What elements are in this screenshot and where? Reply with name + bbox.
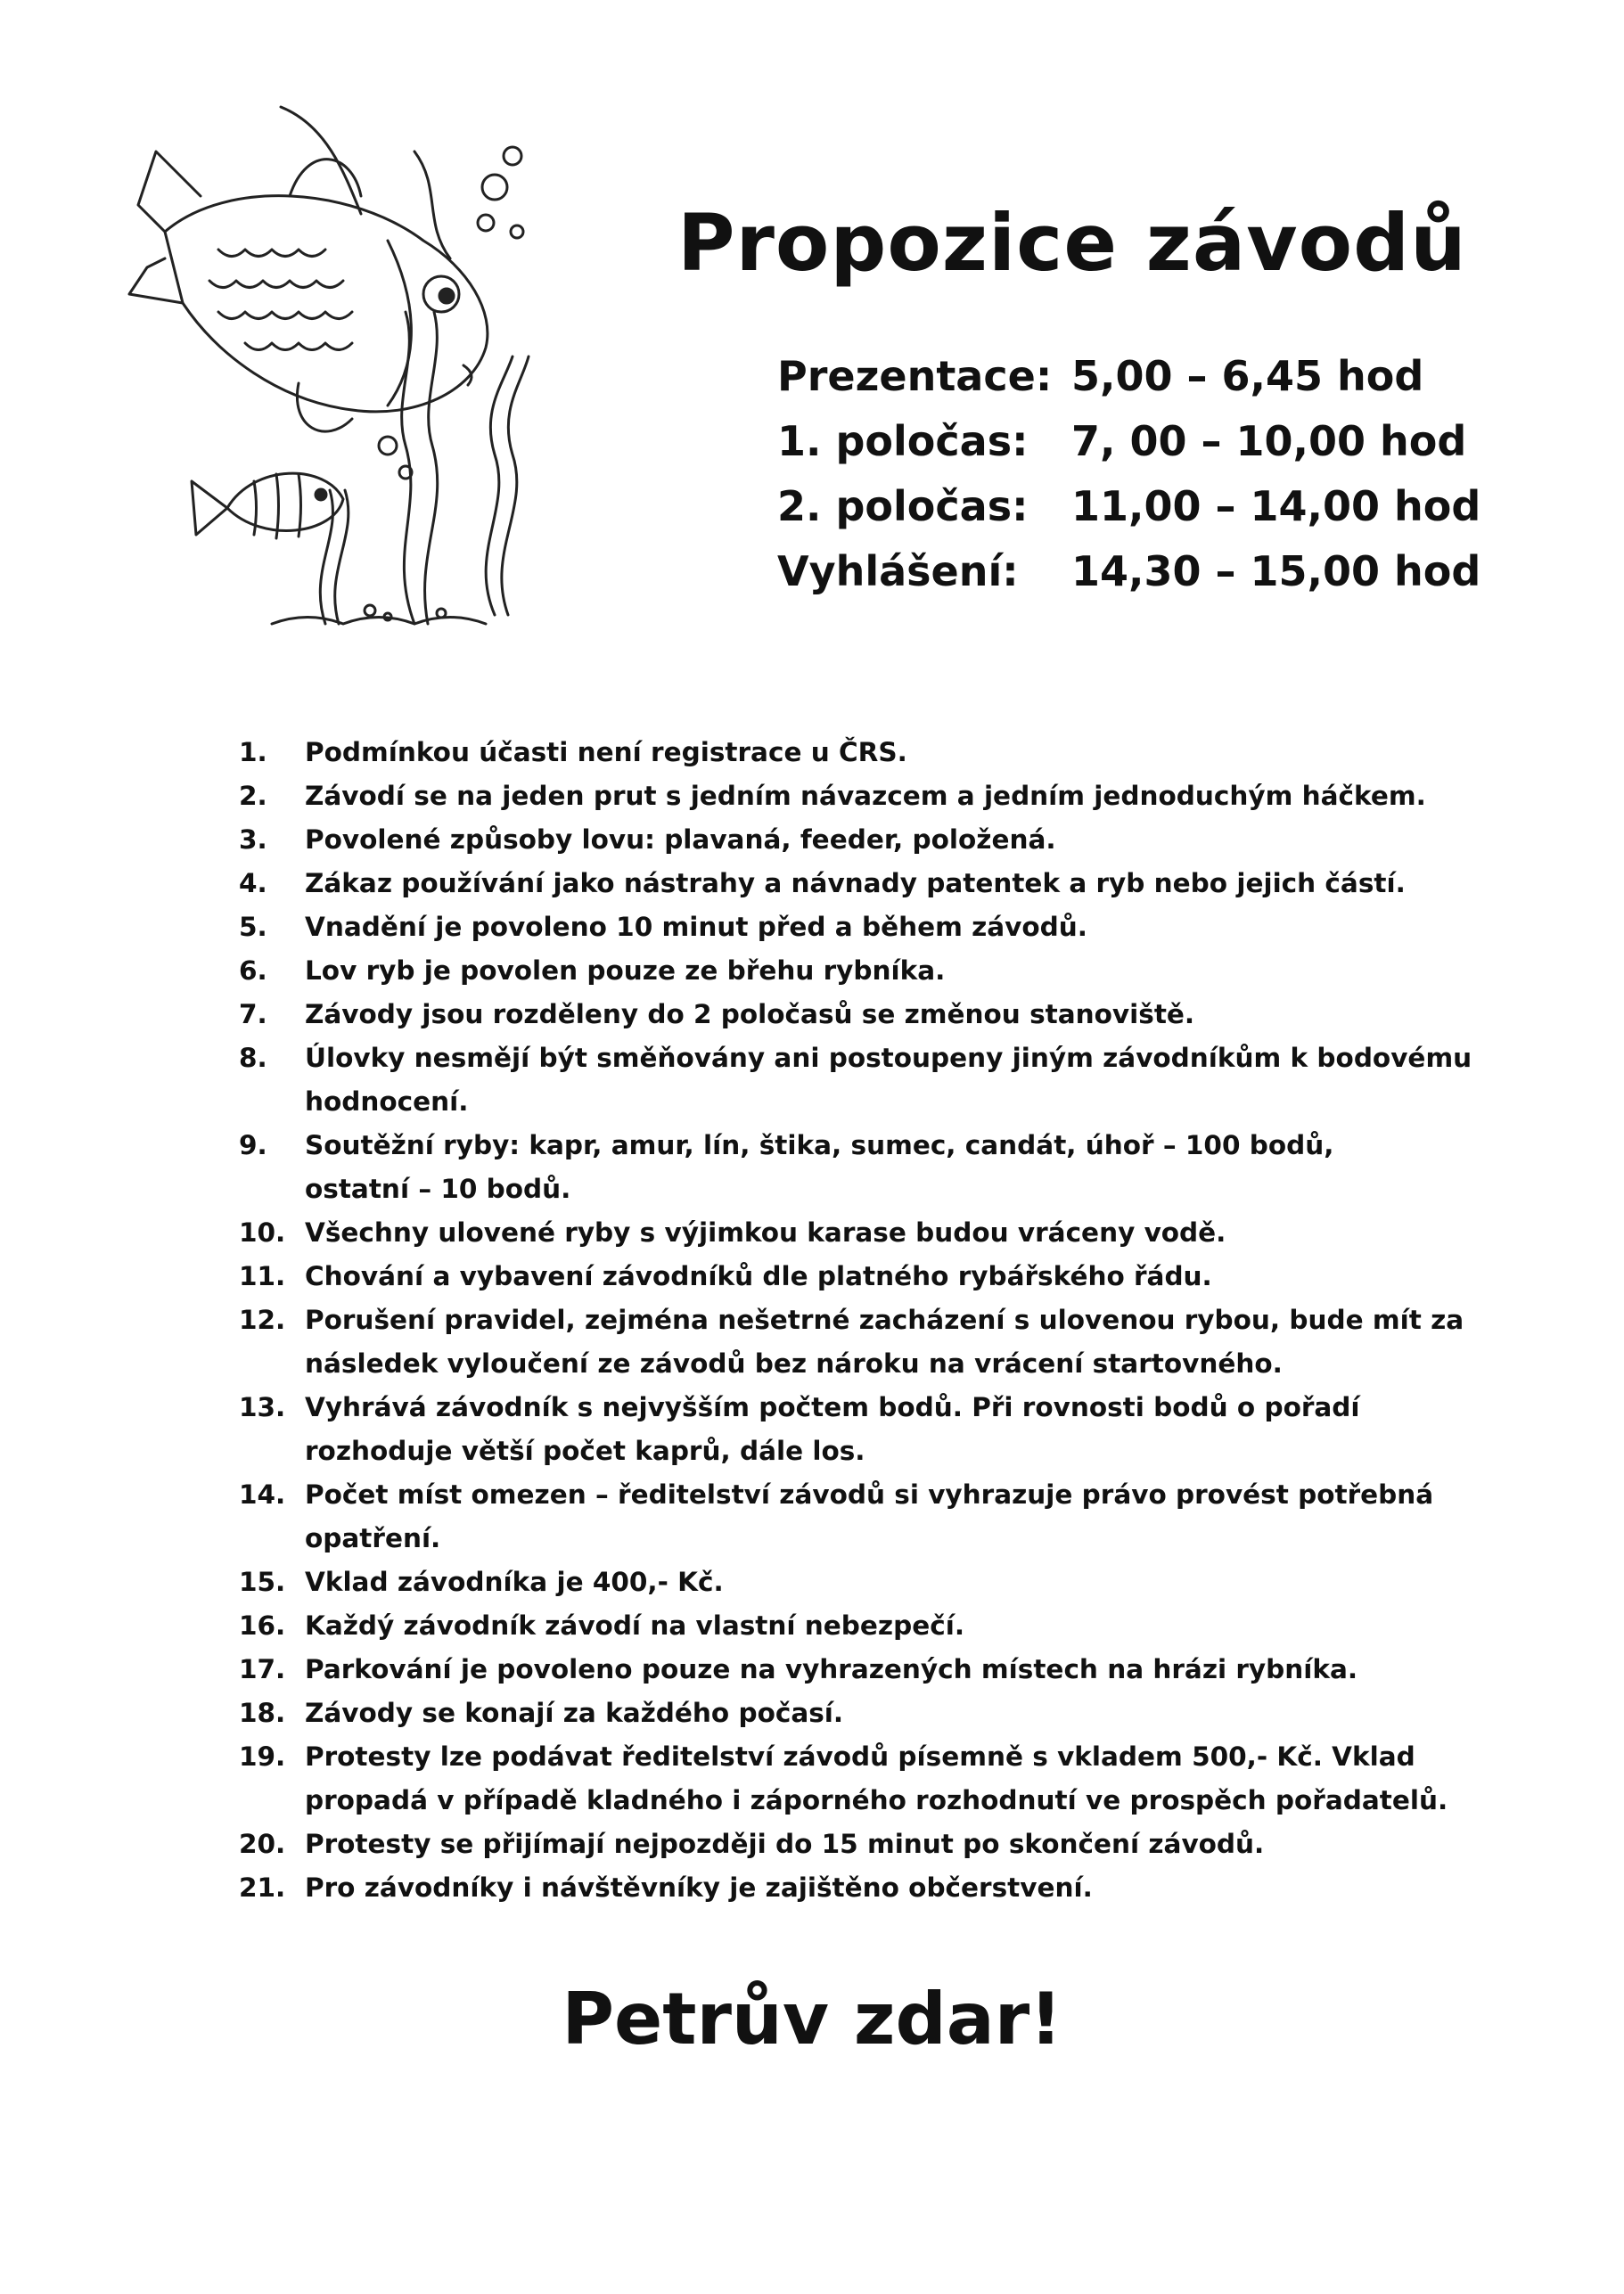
rule-item (239, 1648, 1487, 1692)
rule-number: 11. (239, 1261, 286, 1291)
schedule-time: 14,30 – 15,00 hod (1071, 546, 1481, 595)
schedule-label: Prezentace: (777, 351, 1053, 400)
rule-number: 4. (239, 868, 267, 898)
rule-text: Zákaz používání jako nástrahy a návnady patentek a ryb nebo jejich částí. (305, 868, 1406, 898)
rule-item (239, 993, 1487, 1036)
rule-text: Všechny ulovené ryby s výjimkou karase budou vráceny vodě. (305, 1217, 1226, 1248)
rule-item (239, 1692, 1487, 1735)
schedule-row (777, 473, 1480, 538)
rule-item (239, 1735, 1487, 1823)
rule-text: Porušení pravidel, zejména nešetrné zacházení s ulovenou rybou, bude mít za následek vyloučení ze závodů bez nároku na vrácení startovného. (305, 1305, 1464, 1379)
rule-text: Závody se konají za každého počasí. (305, 1698, 844, 1728)
schedule-label: 1. poločas: (777, 416, 1029, 465)
schedule-label: 2. poločas: (777, 481, 1029, 530)
rule-item (239, 1561, 1487, 1604)
rule-number: 18. (239, 1698, 286, 1728)
rule-number: 7. (239, 999, 267, 1029)
schedule-row (777, 408, 1480, 473)
rule-item (239, 862, 1487, 905)
rule-item (239, 774, 1487, 818)
rule-item (239, 1866, 1487, 1910)
rule-item (239, 1211, 1487, 1255)
rule-number: 3. (239, 824, 267, 855)
rule-text: Protesty se přijímají nejpozději do 15 minut po skončení závodů. (305, 1829, 1265, 1859)
rule-item (239, 731, 1487, 774)
rule-text: Protesty lze podávat ředitelství závodů písemně s vkladem 500,- Kč. Vklad propadá v případě kladného i záporného rozhodnutí ve prospěch pořadatelů. (305, 1741, 1448, 1815)
rule-text: Vyhrává závodník s nejvyšším počtem bodů. Při rovnosti bodů o pořadí rozhoduje větší počet kaprů, dále los. (305, 1392, 1360, 1466)
rule-text: Každý závodník závodí na vlastní nebezpečí. (305, 1610, 965, 1641)
schedule-time: 11,00 – 14,00 hod (1071, 481, 1481, 530)
schedule-row (777, 343, 1480, 408)
schedule-label: Vyhlášení: (777, 546, 1019, 595)
rule-item (239, 1473, 1487, 1561)
schedule-time: 7, 00 – 10,00 hod (1071, 416, 1467, 465)
rule-item (239, 1255, 1487, 1299)
rule-number: 20. (239, 1829, 286, 1859)
rule-text: Chování a vybavení závodníků dle platného rybářského řádu. (305, 1261, 1212, 1291)
rule-number: 9. (239, 1130, 267, 1160)
rule-item (239, 949, 1487, 993)
rule-number: 10. (239, 1217, 286, 1248)
rule-number: 2. (239, 781, 267, 811)
rule-text: Parkování je povoleno pouze na vyhrazených místech na hrázi rybníka. (305, 1654, 1358, 1684)
rule-item (239, 818, 1487, 862)
rule-number: 13. (239, 1392, 286, 1422)
rule-text: Lov ryb je povolen pouze ze břehu rybníka. (305, 955, 946, 986)
rule-number: 17. (239, 1654, 286, 1684)
rule-number: 6. (239, 955, 267, 986)
closing-greeting: Petrův zdar! (562, 1978, 1062, 2061)
rule-text: Povolené způsoby lovu: plavaná, feeder, položená. (305, 824, 1056, 855)
rule-text: Vnadění je povoleno 10 minut před a během závodů. (305, 912, 1087, 942)
rule-text: Vklad závodníka je 400,- Kč. (305, 1567, 724, 1597)
rules-list (239, 731, 1487, 1910)
rule-item (239, 1823, 1487, 1866)
rule-text: Soutěžní ryby: kapr, amur, lín, štika, sumec, candát, úhoř – 100 bodů, ostatní – 10 bodů. (305, 1130, 1334, 1204)
schedule-table (777, 343, 1480, 603)
rule-number: 5. (239, 912, 267, 942)
rule-number: 16. (239, 1610, 286, 1641)
rule-number: 8. (239, 1043, 267, 1073)
rule-number: 14. (239, 1479, 286, 1510)
rule-item (239, 1036, 1487, 1124)
page-title: Propozice závodů (677, 197, 1467, 289)
rule-item (239, 1386, 1487, 1473)
fish-illustration-icon (120, 89, 557, 633)
rule-item (239, 1604, 1487, 1648)
rule-number: 15. (239, 1567, 286, 1597)
rule-text: Závodí se na jeden prut s jedním návazcem a jedním jednoduchým háčkem. (305, 781, 1426, 811)
rule-item (239, 1124, 1487, 1211)
schedule-time: 5,00 – 6,45 hod (1071, 351, 1424, 400)
schedule-row (777, 538, 1480, 603)
rule-number: 12. (239, 1305, 286, 1335)
rule-text: Podmínkou účasti není registrace u ČRS. (305, 737, 907, 767)
rule-text: Závody jsou rozděleny do 2 poločasů se změnou stanoviště. (305, 999, 1195, 1029)
rule-text: Pro závodníky i návštěvníky je zajištěno občerstvení. (305, 1872, 1093, 1903)
rule-text: Počet míst omezen – ředitelství závodů si vyhrazuje právo provést potřebná opatření. (305, 1479, 1434, 1553)
rule-number: 21. (239, 1872, 286, 1903)
rule-text: Úlovky nesmějí být směňovány ani postoupeny jiným závodníkům k bodovému hodnocení. (305, 1043, 1472, 1117)
rule-item (239, 905, 1487, 949)
rule-number: 1. (239, 737, 267, 767)
rule-item (239, 1299, 1487, 1386)
rule-number: 19. (239, 1741, 286, 1772)
